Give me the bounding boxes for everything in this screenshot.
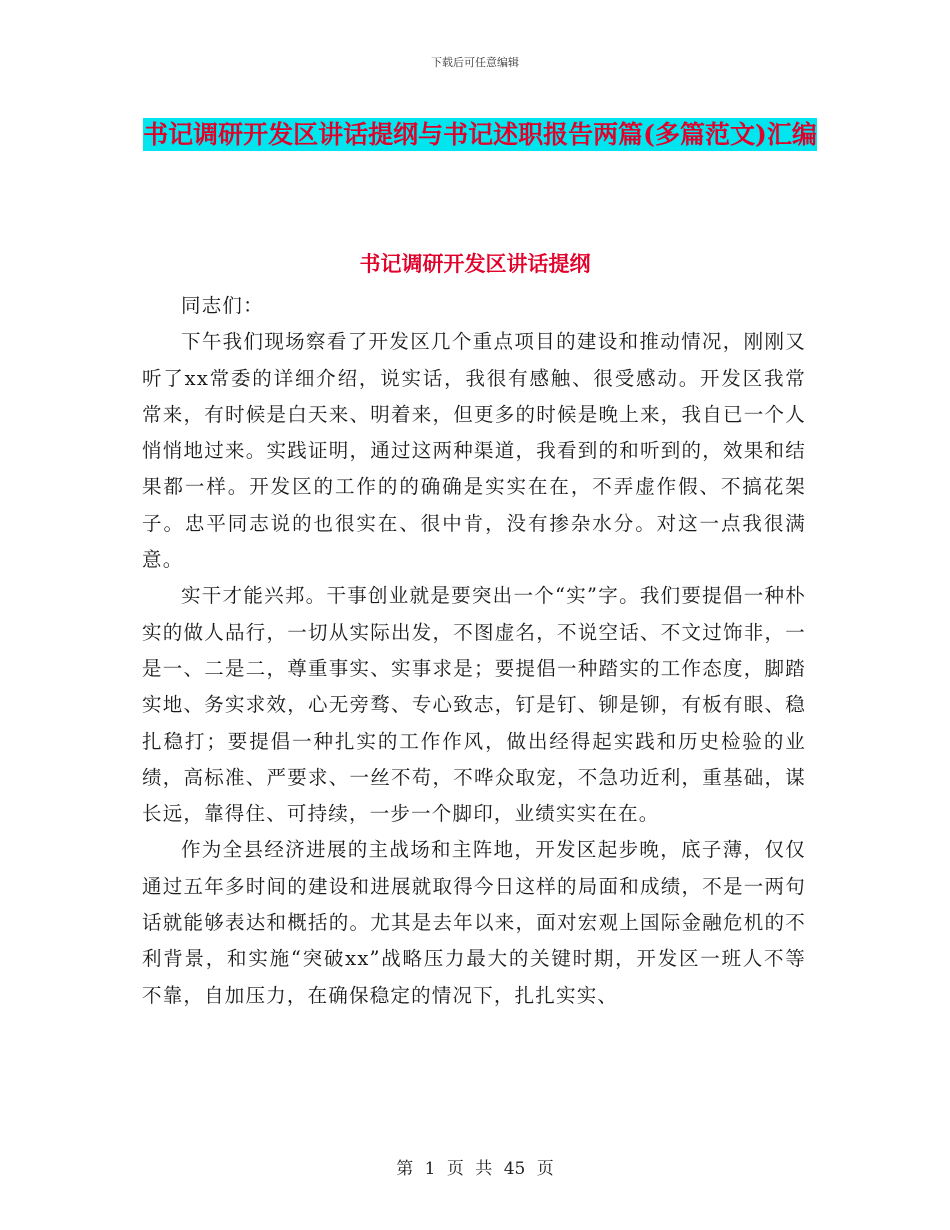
- paragraph-greeting: 同志们：: [181, 294, 264, 317]
- page-header-note: 下载后可任意编辑: [431, 56, 519, 69]
- paragraph: 作为全县经济进展的主战场和主阵地，开发区起步晚，底子薄，仅仅通过五年多时间的建设和进展就取得今日这样的局面和成绩，不是一两句话就能够表达和概括的。尤其是去年以来，面对宏观上国际金融危机的不利背景，和实施“突破xx”战略压力最大的关键时期，开发区一班人不等不靠，自加压力，在确保稳定的情况下，扎扎实实、: [142, 838, 806, 1007]
- paragraph: 实干才能兴邦。干事创业就是要突出一个“实”字。我们要提倡一种朴实的做人品行，一切从实际出发，不图虚名，不说空话、不文过饰非，一是一、二是二，尊重事实、实事求是；要提倡一种踏实的工作态度，脚踏实地、务实求效，心无旁骛、专心致志，钉是钉、铆是铆，有板有眼、稳扎稳打；要提倡一种扎实的工作作风，做出经得起实践和历史检验的业绩，高标准、严要求、一丝不苟，不哗众取宠，不急功近利，重基础，谋长远，靠得住、可持续，一步一个脚印，业绩实实在在。: [142, 584, 806, 826]
- document-body: [142, 288, 806, 1014]
- document-title: [140, 112, 820, 158]
- paragraph: 下午我们现场察看了开发区几个重点项目的建设和推动情况，刚刚又听了xx常委的详细介绍，说实话，我很有感触、很受感动。开发区我常常来，有时候是白天来、明着来，但更多的时候是晚上来，我自已一个人悄悄地过来。实践证明，通过这两种渠道，我看到的和听到的，效果和结果都一样。开发区的工作的的确确是实实在在，不弄虚作假、不搞花架子。忠平同志说的也很实在、很中肯，没有掺杂水分。对这一点我很满意。: [142, 330, 806, 572]
- section-title: 书记调研开发区讲话提纲: [359, 251, 591, 276]
- page-footer: 第 1 页 共 45 页: [396, 1159, 554, 1179]
- document-title-text: 书记调研开发区讲话提纲与书记述职报告两篇(多篇范文)汇编: [143, 120, 817, 149]
